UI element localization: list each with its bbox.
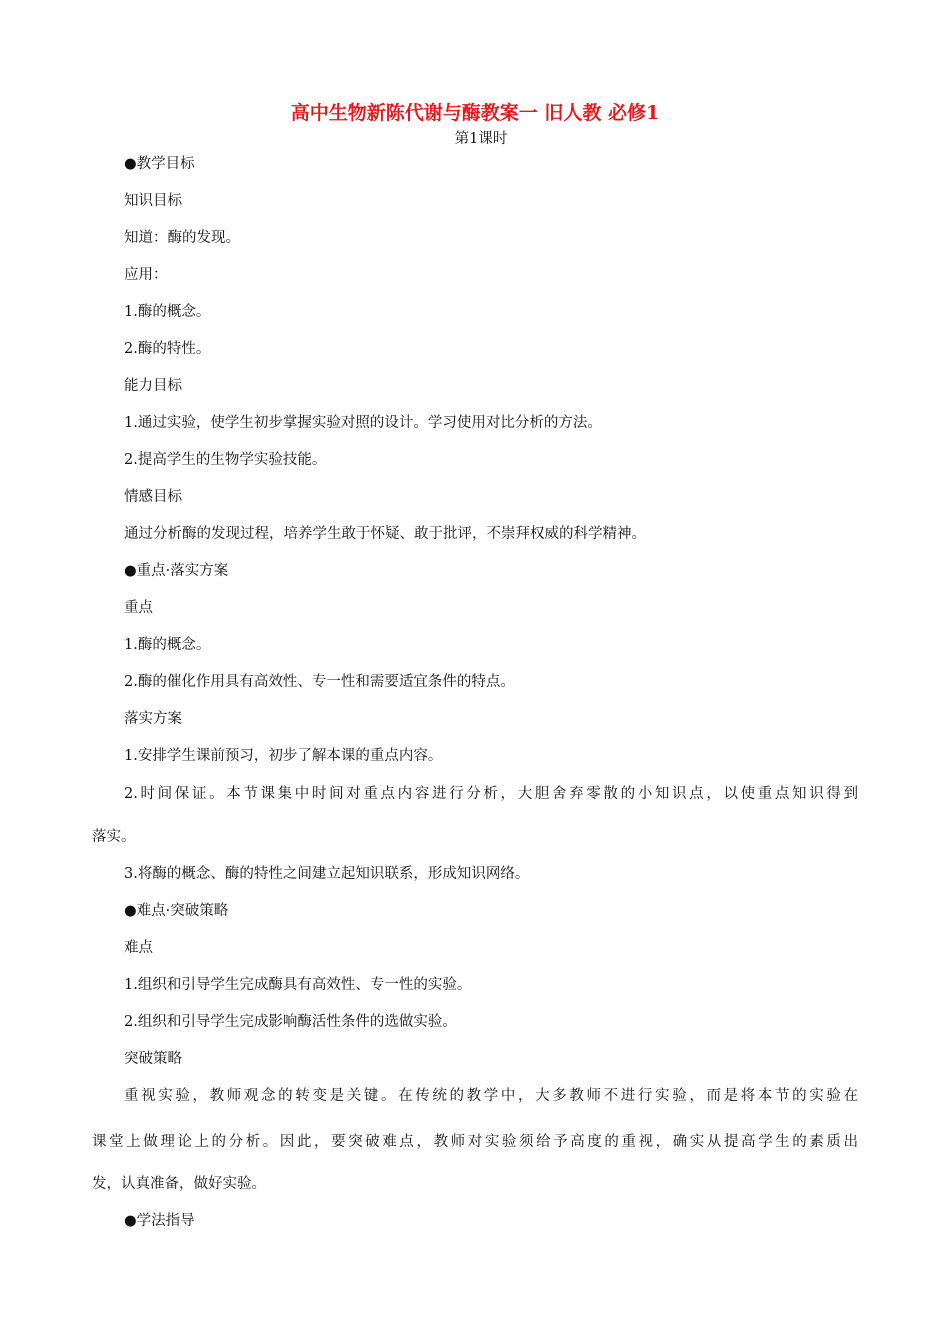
list-item: 1.通过实验，使学生初步掌握实验对照的设计。学习使用对比分析的方法。 [124, 415, 602, 431]
section-heading-key-points: ●重点·落实方案 [124, 563, 229, 579]
paragraph-line: 发，认真准备，做好实验。 [92, 1176, 266, 1192]
subheading-emotion-goals: 情感目标 [124, 489, 182, 505]
list-item: 2.提高学生的生物学实验技能。 [124, 452, 327, 468]
subheading-strategy: 突破策略 [124, 1051, 182, 1067]
subheading-difficulties: 难点 [124, 940, 153, 956]
list-item: 1.组织和引导学生完成酶具有高效性、专一性的实验。 [124, 977, 472, 993]
document-title: 高中生物新陈代谢与酶教案一 旧人教 必修1 [290, 102, 660, 124]
section-heading-teaching-goals: ●教学目标 [124, 156, 195, 172]
list-item: 3.将酶的概念、酶的特性之间建立起知识联系，形成知识网络。 [124, 866, 530, 882]
paragraph-line: 通过分析酶的发现过程，培养学生敢于怀疑、敢于批评，不崇拜权威的科学精神。 [124, 526, 646, 542]
section-heading-study-guidance: ●学法指导 [124, 1213, 195, 1229]
paragraph-line: 重视实验，教师观念的转变是关键。在传统的教学中，大多教师不进行实验，而是将本节的实验在 [124, 1088, 858, 1104]
subheading-knowledge-goals: 知识目标 [124, 193, 182, 209]
list-item: 2.组织和引导学生完成影响酶活性条件的选做实验。 [124, 1014, 457, 1030]
list-item: 2.酶的催化作用具有高效性、专一性和需要适宜条件的特点。 [124, 674, 515, 690]
document-subtitle: 第1课时 [454, 131, 508, 147]
list-item: 1.酶的概念。 [124, 304, 211, 320]
list-item: 1.酶的概念。 [124, 637, 211, 653]
paragraph-line: 知道：酶的发现。 [124, 230, 240, 246]
list-item: 2.时间保证。本节课集中时间对重点内容进行分析，大胆舍弃零散的小知识点，以使重点知识得到 [124, 786, 858, 802]
paragraph-line: 落实。 [92, 829, 136, 845]
subheading-key-points: 重点 [124, 600, 153, 616]
list-item: 1.安排学生课前预习，初步了解本课的重点内容。 [124, 748, 443, 764]
subheading-ability-goals: 能力目标 [124, 378, 182, 394]
paragraph-line: 课堂上做理论上的分析。因此，要突破难点，教师对实验须给予高度的重视，确实从提高学生的素质出 [92, 1134, 858, 1150]
subheading-implementation: 落实方案 [124, 711, 182, 727]
list-item: 2.酶的特性。 [124, 341, 211, 357]
paragraph-line: 应用： [124, 267, 168, 283]
section-heading-difficulties: ●难点·突破策略 [124, 903, 229, 919]
